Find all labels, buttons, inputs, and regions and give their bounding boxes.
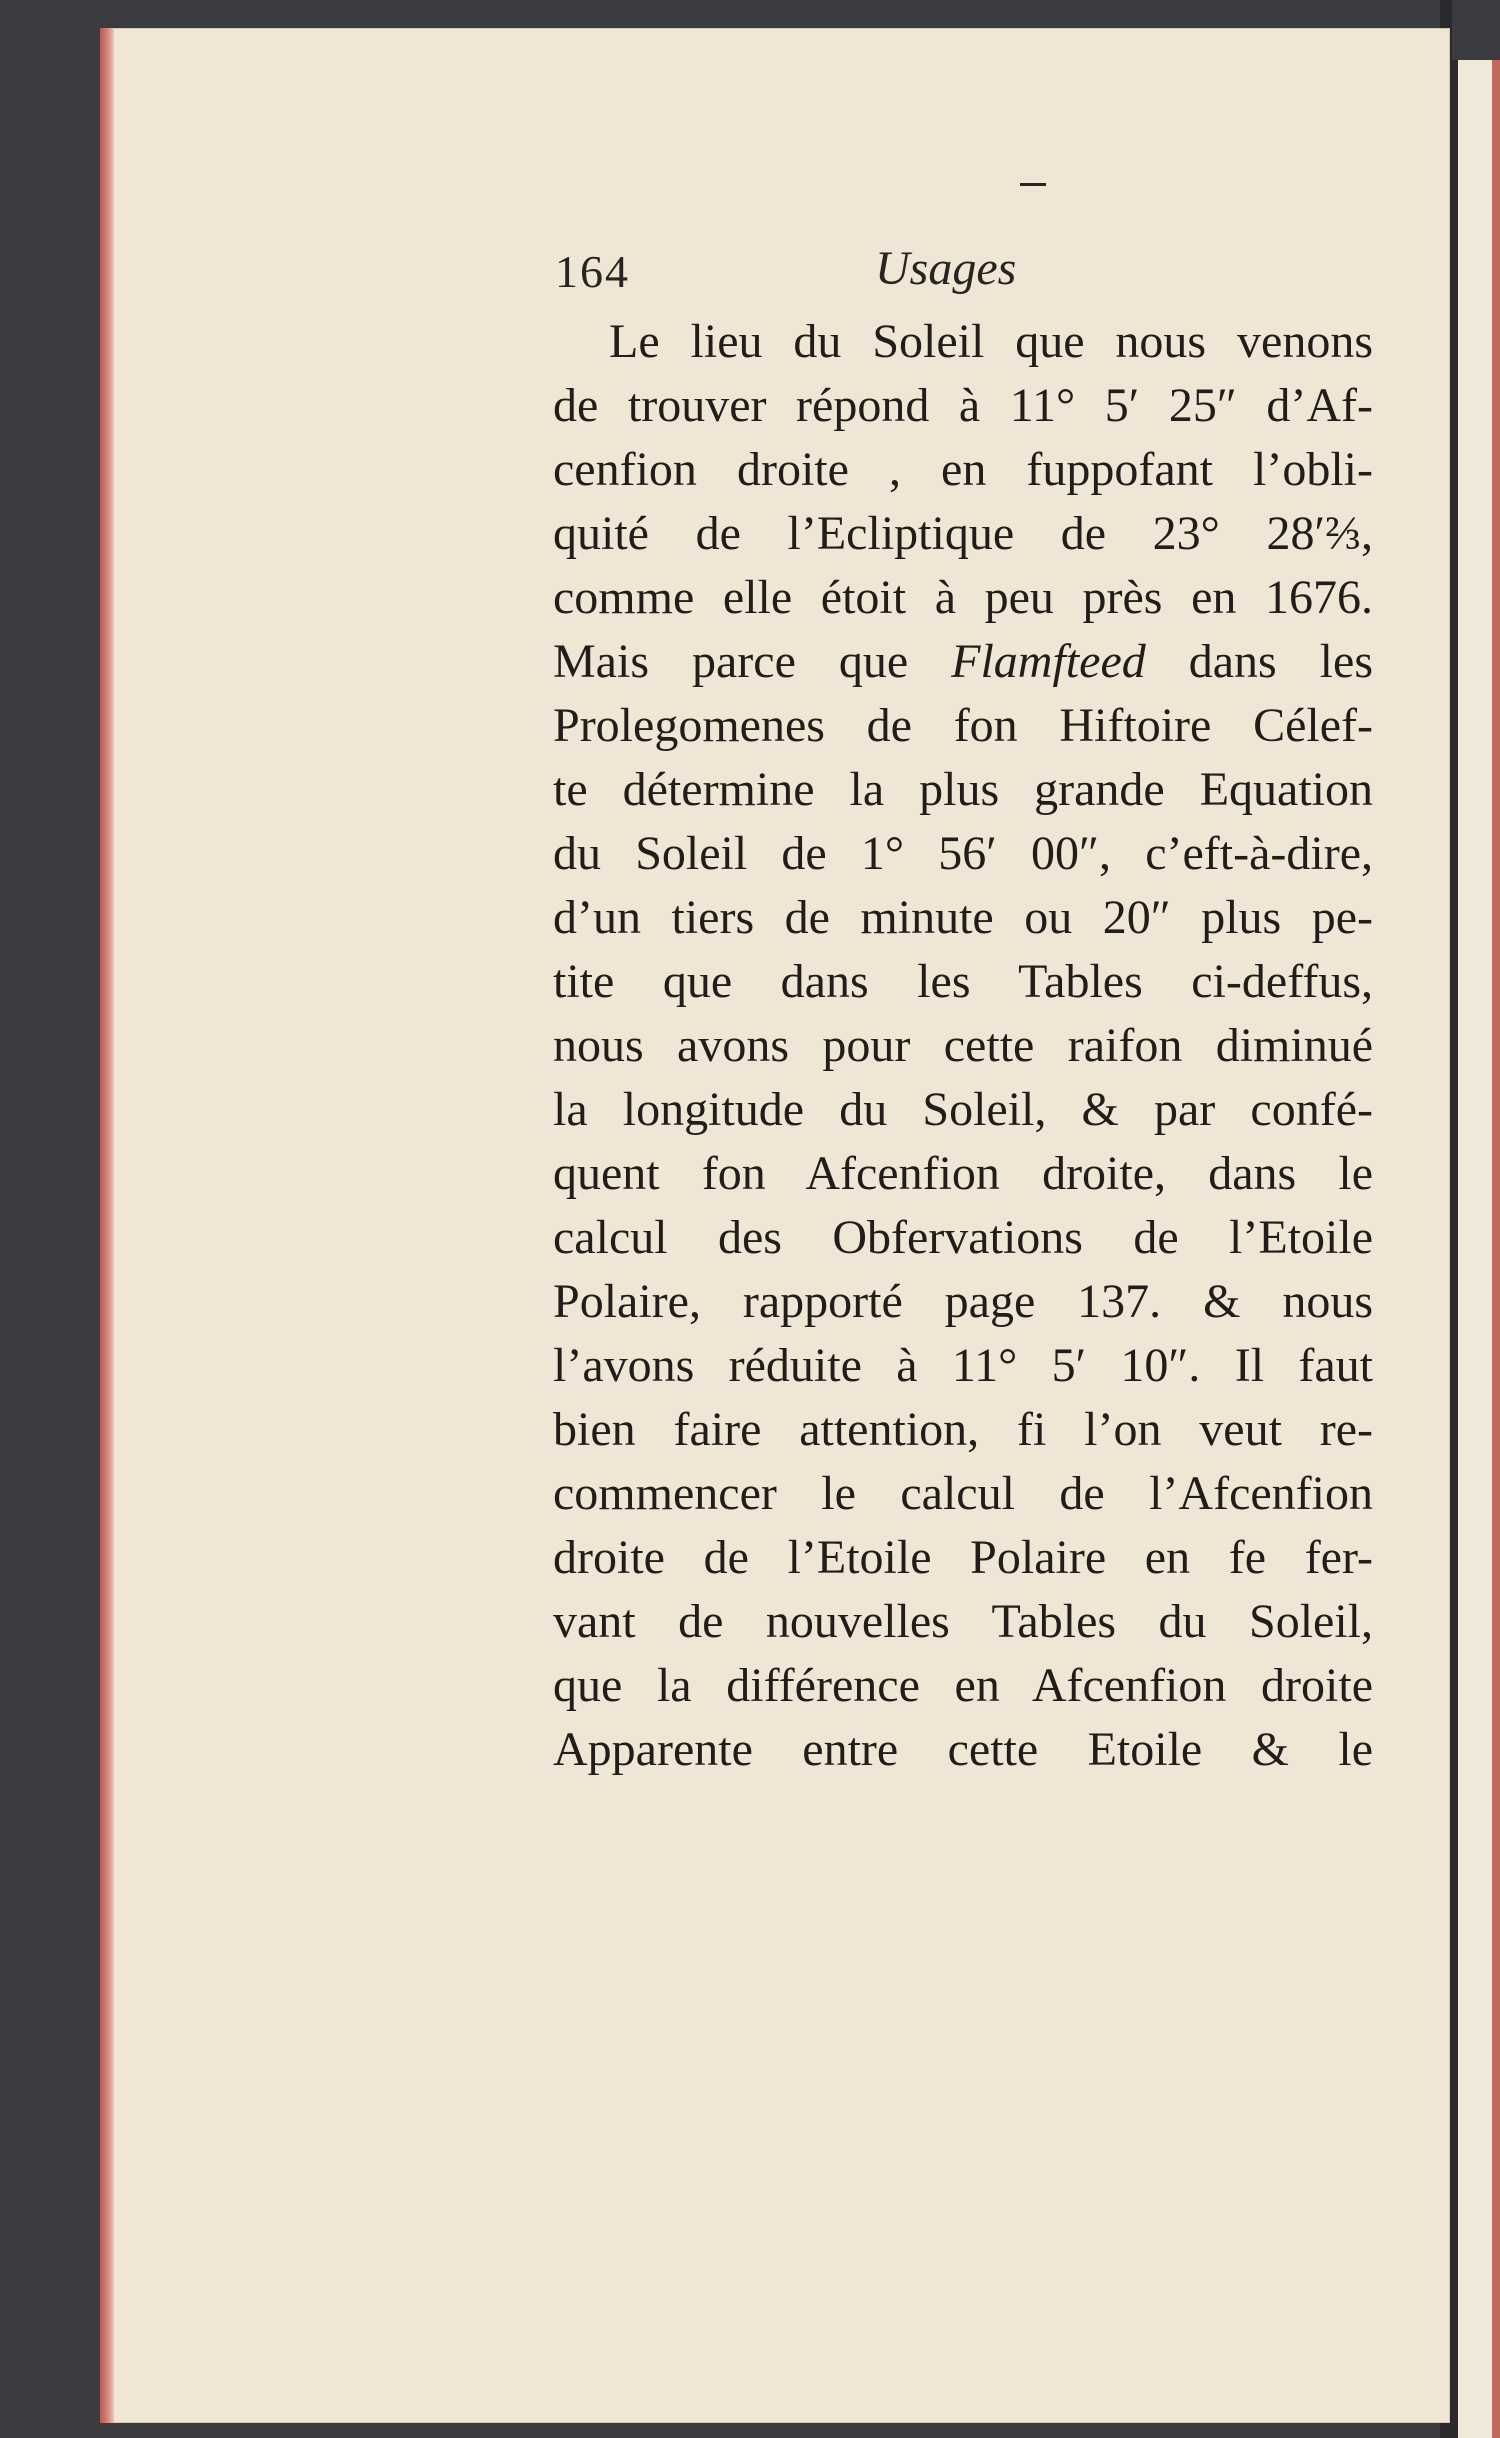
text-line: quité de l’Ecliptique de 23° 28′⅔, bbox=[553, 507, 1373, 560]
running-title: Usages bbox=[875, 242, 1017, 295]
italic-name: Flamfteed bbox=[951, 635, 1146, 688]
text-line: Prolegomenes de fon Hiftoire Célef- bbox=[553, 699, 1373, 752]
text-line: Polaire, rapporté page 137. & nous bbox=[553, 1275, 1373, 1328]
text-line: la longitude du Soleil, & par confé- bbox=[553, 1083, 1373, 1136]
body-text bbox=[553, 310, 1373, 1782]
text-line-with-italic bbox=[553, 630, 1373, 694]
text-line: bien faire attention, fi l’on veut re- bbox=[553, 1403, 1373, 1456]
top-dash-mark bbox=[1020, 183, 1046, 186]
text-line: commencer le calcul de l’Afcenfion bbox=[553, 1467, 1373, 1520]
text-line: d’un tiers de minute ou 20″ plus pe- bbox=[553, 891, 1373, 944]
text-line: de trouver répond à 11° 5′ 25″ d’Af- bbox=[553, 379, 1373, 432]
text-line: comme elle étoit à peu près en 1676. bbox=[553, 571, 1373, 624]
text-line: calcul des Obfervations de l’Etoile bbox=[553, 1211, 1373, 1264]
text-line: quent fon Afcenfion droite, dans le bbox=[553, 1147, 1373, 1200]
text-span: Mais parce que bbox=[553, 635, 952, 688]
text-line: droite de l’Etoile Polaire en fe fer- bbox=[553, 1531, 1373, 1584]
page-header bbox=[555, 242, 1375, 305]
text-line: du Soleil de 1° 56′ 00″, c’eft-à-dire, bbox=[553, 827, 1373, 880]
text-line: te détermine la plus grande Equation bbox=[553, 763, 1373, 816]
page-number: 164 bbox=[555, 246, 630, 297]
text-line: l’avons réduite à 11° 5′ 10″. Il faut bbox=[553, 1339, 1373, 1392]
text-line: Le lieu du Soleil que nous venons bbox=[609, 315, 1373, 368]
page-red-edge bbox=[100, 28, 114, 2423]
text-line: Apparente entre cette Etoile & le bbox=[553, 1723, 1373, 1776]
text-line: cenfion droite , en fuppofant l’obli- bbox=[553, 443, 1373, 496]
adjacent-page-edge bbox=[1452, 60, 1500, 2438]
text-line: que la différence en Afcenfion droite bbox=[553, 1659, 1373, 1712]
text-line: nous avons pour cette raifon diminué bbox=[553, 1019, 1373, 1072]
text-span: dans les bbox=[1145, 635, 1374, 688]
text-line: tite que dans les Tables ci-deffus, bbox=[553, 955, 1373, 1008]
text-line: vant de nouvelles Tables du Soleil, bbox=[553, 1595, 1373, 1648]
